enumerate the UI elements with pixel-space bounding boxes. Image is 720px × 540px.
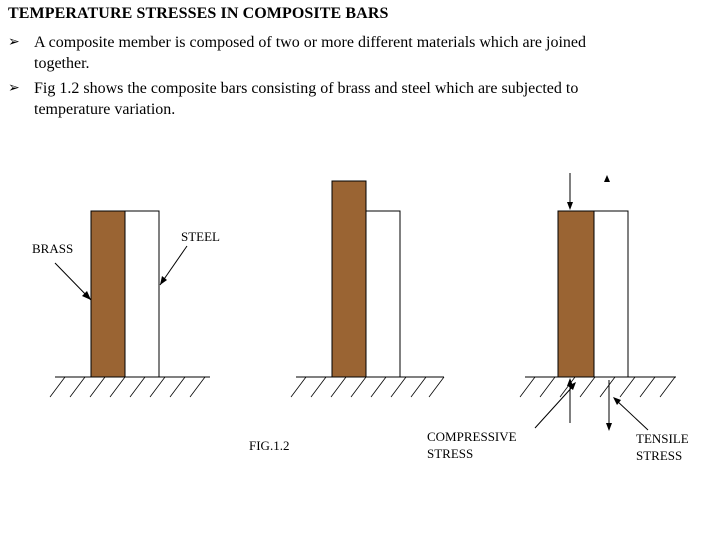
tensile-label-pointer bbox=[616, 400, 648, 430]
bullet-line: temperature variation. bbox=[34, 101, 176, 118]
steel-bar bbox=[594, 211, 628, 377]
panel-initial bbox=[32, 211, 220, 397]
label-line: STRESS bbox=[636, 448, 683, 463]
steel-bar bbox=[125, 211, 159, 377]
brass-label: BRASS bbox=[32, 241, 74, 256]
steel-label: STEEL bbox=[181, 229, 220, 244]
compressive-stress-label bbox=[427, 429, 520, 461]
compressive-label-pointer bbox=[535, 385, 574, 428]
arrowhead-icon bbox=[160, 276, 167, 285]
arrowhead-bullet-icon: ➢ bbox=[8, 80, 20, 96]
label-line: STRESS bbox=[427, 446, 474, 461]
tensile-stress-label bbox=[636, 431, 692, 463]
brass-bar-expanded bbox=[332, 181, 366, 377]
arrowhead-icon bbox=[567, 202, 573, 210]
label-line: TENSILE bbox=[636, 431, 689, 446]
ground-hatch bbox=[520, 377, 675, 397]
steel-bar-expanded bbox=[366, 211, 400, 377]
arrowhead-up-icon bbox=[604, 175, 610, 182]
brass-bar bbox=[91, 211, 125, 377]
figure-caption: FIG.1.2 bbox=[249, 438, 290, 453]
ground-hatch bbox=[50, 377, 205, 397]
panel-free-expansion bbox=[291, 181, 444, 397]
ground-hatch bbox=[291, 377, 444, 397]
brass-bar bbox=[558, 211, 594, 377]
arrowhead-bullet-icon: ➢ bbox=[8, 34, 20, 50]
bullet-line: together. bbox=[34, 55, 90, 72]
bullet-line: A composite member is composed of two or more different materials which are joined bbox=[34, 34, 586, 51]
label-line: COMPRESSIVE bbox=[427, 429, 517, 444]
slide-title: TEMPERATURE STRESSES IN COMPOSITE BARS bbox=[8, 5, 389, 22]
arrowhead-icon bbox=[606, 423, 612, 431]
panel-stressed bbox=[427, 173, 692, 463]
bullet-line: Fig 1.2 shows the composite bars consisting of brass and steel which are subjected to bbox=[34, 80, 579, 97]
